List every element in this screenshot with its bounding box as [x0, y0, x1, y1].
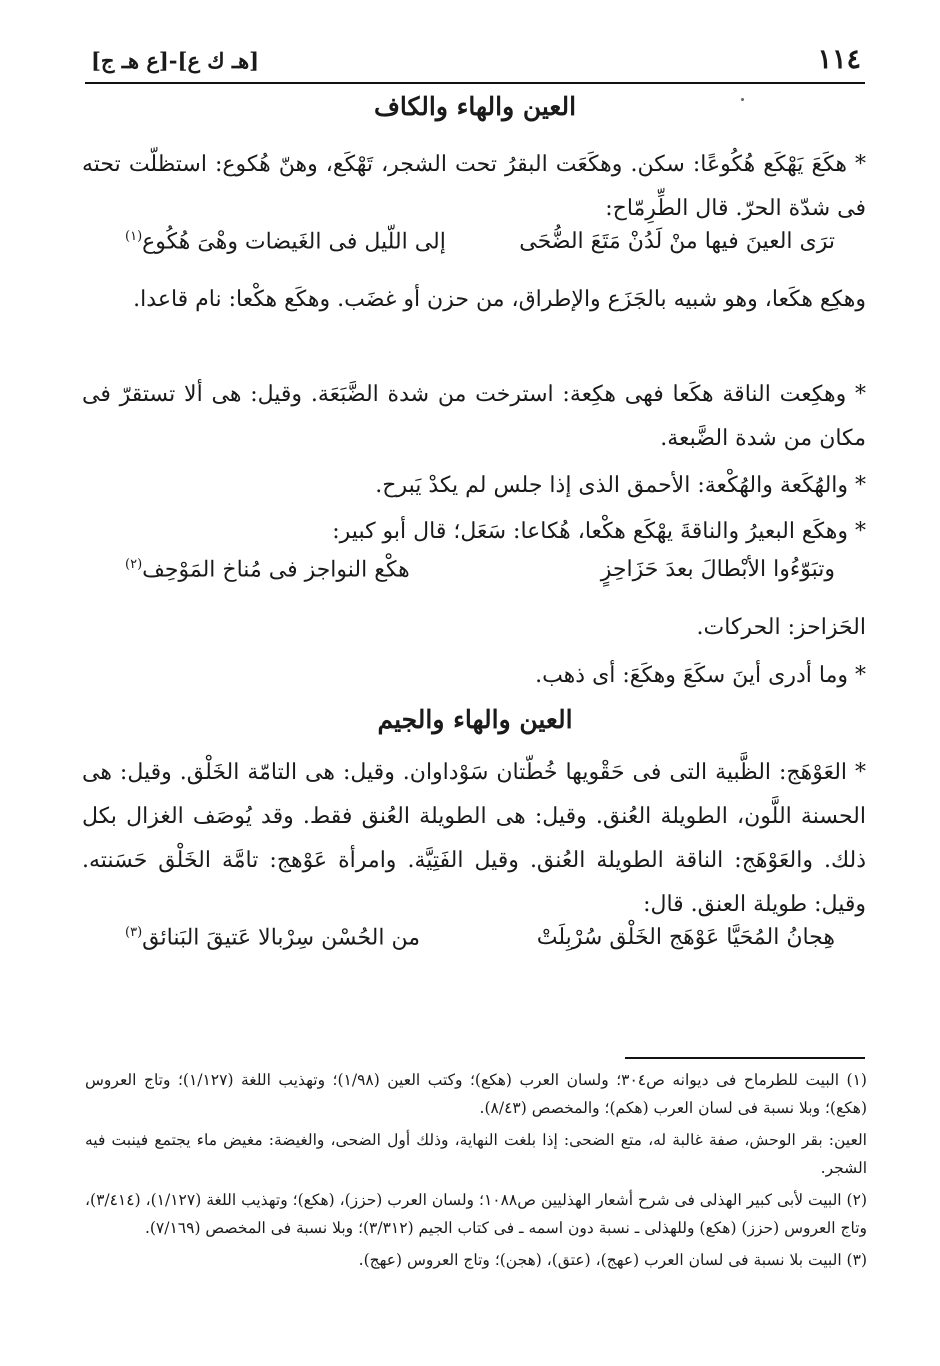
entry-hazahiz-paragraph: الحَزاحز: الحركات. [696, 615, 866, 640]
section-heading-ayn-ha-jim: العين والهاء والجيم [377, 705, 573, 734]
page-number: ١١٤ [817, 44, 861, 75]
verse-second-hemistich: هكْع النواجز فى مُناخ المَوْحِف$^{(٢)}$ [125, 557, 410, 583]
footnote-2: (٢) البيت لأبى كبير الهذلى فى شرح أشعار الهذليين ص١٠٨٨؛ ولسان العرب (حزز)، (هكع)؛ وتهذيب اللغة (١/١٢٧)، (٣/٤١٤)، وتاج العروس (حزز) (هكع) وللهذلى ـ نسبة دون اسمه ـ فى كتاب الجيم (٣/٣١٢)؛ وبلا نسبة فى المخصص (٧/١٦٩). [85, 1191, 867, 1237]
footnote-ref-3: (٣) [125, 925, 143, 940]
footnote-1-gloss: العين: بقر الوحش، صفة غالبة له، متع الضحى: إذا بلغت النهاية، وذلك أول الضحى، والغيضة: مغيض ماء يجتمع فينبت فيه الشجر. [85, 1131, 867, 1177]
footnote-ref-1: (١) [125, 229, 143, 244]
footnote-ref-2: (٢) [125, 557, 143, 572]
entry-hukaa-paragraph: * والهُكَعة والهُكْعة: الأحمق الذى إذا جلس لم يكدْ يَبرح. [375, 473, 866, 498]
footnote-separator [625, 1057, 865, 1059]
footnote-1: (١) البيت للطرماح فى ديوانه ص٣٠٤؛ ولسان العرب (هكع)؛ وكتب العين (١/٩٨)؛ وتهذيب اللغة (١/١٢٧)؛ وتاج العروس (هكع)؛ وبلا نسبة فى لسان العرب (هكم)؛ والمخصص (٨/٤٣). [85, 1071, 867, 1117]
verse-abu-kabir [125, 557, 835, 601]
verse-first-hemistich: هِجانُ المُحَيَّا عَوْهَج الخَلْق سُرْبِلَتْ [536, 925, 835, 950]
section-heading-ayn-ha-kaf: العين والهاء والكاف [373, 92, 577, 121]
entry-awhaj-paragraph: * العَوْهَج: الظَّبية التى فى حَقْويها خُطّتان سَوْداوان. وقيل: هى التامّة الخَلْق. وقيل: هى الحسنة اللَّون، الطويلة العُنق. وقيل: هى الطويلة العُنق فقط. وقد يُوصَف الغزال بكل ذلك. والعَوْهَج: الناقة الطويلة العُنق. وقيل الفَتِيَّة. وامرأة عَوْهج: تامَّة الخَلْق حَسَنته. وقيل: طويلة العنق. قال: [82, 760, 866, 917]
entry-baeer-paragraph: * وهكَع البعيرُ والناقةَ يهْكَع هكْعا، هُكاعا: سَعَل؛ قال أبو كبير: [332, 519, 866, 544]
verse-tirimmah [125, 229, 835, 273]
running-header [85, 42, 865, 84]
entry-haka-paragraph: * هكَعَ يَهْكَع هُكُوعًا: سكن. وهكَعَت البقرُ تحت الشجر، تَهْكَع، وهنّ هُكوع: استظلّت تحته فى شدّة الحرّ. قال الطِّرِمّاح: [82, 152, 866, 221]
entry-naqa-paragraph: * وهكِعت الناقة هكَعا فهى هكِعة: استرخت من شدة الضَّبَعَة. وقيل: هى ألا تستقرّ فى مكان من شدة الضَّبعة. [82, 382, 866, 451]
entry-range: [هـ ك ع]-[ع هـ ج] [91, 48, 260, 73]
footnote-3: (٣) البيت بلا نسبة فى لسان العرب (عهج)، (عتق)، (هجن)؛ وتاج العروس (عهج). [358, 1251, 867, 1269]
verse-second-hemistich: من الحُسْن سِرْبالا عَتيقَ البَنائق$^{(٣)}$ [125, 925, 420, 951]
footnotes [85, 1066, 867, 1278]
entry-hakia-paragraph: وهكِع هكَعا، وهو شبيه بالجَزَع والإطراق، من حزن أو غضَب. وهكَع هكْعا: نام قاعدا. [133, 287, 866, 312]
verse-first-hemistich: ترَى العينَ فيها منْ لَدُنْ مَتَعَ الضُّحَى [519, 229, 835, 254]
verse-second-hemistich: إلى اللّيل فى الغَيضات وهْىَ هُكُوع$^{(١)}$ [125, 229, 446, 255]
entry-sakaa-paragraph: * وما أدرى أينَ سكَعَ وهكَعَ: أى ذهب. [535, 663, 866, 688]
verse-first-hemistich: وتبَوّءُوا الأبْطالَ بعدَ حَزَاحِزٍ [600, 557, 835, 582]
verse-anonymous [125, 925, 835, 969]
